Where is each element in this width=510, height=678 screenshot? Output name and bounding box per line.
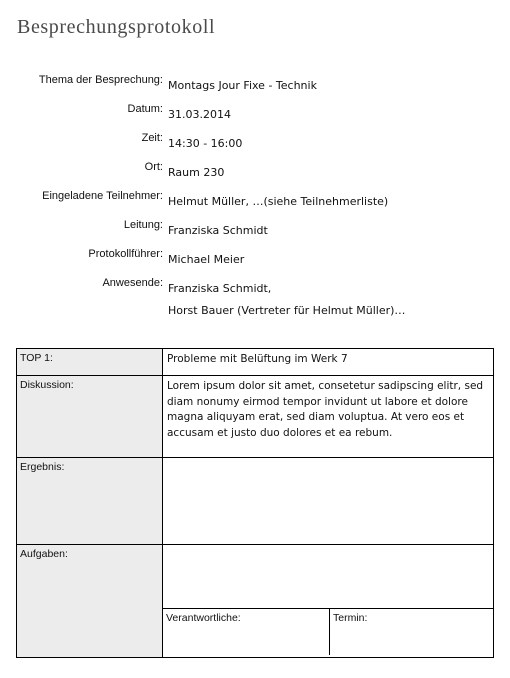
meta-row-topic: [0, 74, 510, 103]
table-row-tasks: [17, 545, 494, 658]
document-title: Besprechungsprotokoll: [17, 16, 216, 38]
table-row-responsibility: [163, 609, 493, 655]
recorder-label: Protokollführer:: [88, 248, 163, 260]
attendees-line-1: Franziska Schmidt,: [168, 282, 272, 295]
responsibility-table: [163, 609, 493, 655]
tasks-label: Aufgaben:: [17, 545, 163, 658]
recorder-value: Michael Meier: [168, 253, 245, 266]
meeting-details: [0, 74, 510, 317]
time-label: Zeit:: [141, 132, 163, 144]
topic-label: Thema der Besprechung:: [38, 74, 163, 86]
attendees-line-2: Horst Bauer (Vertreter für Helmut Müller)…: [168, 304, 406, 317]
agenda-item-table: [16, 348, 494, 658]
deadline-label: Termin:: [333, 612, 368, 624]
meta-row-lead: [0, 219, 510, 248]
location-value: Raum 230: [168, 166, 225, 179]
table-row-discussion: [17, 376, 494, 458]
table-row-result: [17, 458, 494, 545]
invited-label: Eingeladene Teilnehmer:: [42, 190, 163, 202]
location-label: Ort:: [144, 161, 163, 173]
meta-row-attendees: [0, 277, 510, 317]
top-label: TOP 1:: [17, 349, 163, 376]
meta-row-time: [0, 132, 510, 161]
tasks-cell: [163, 545, 494, 658]
meta-row-recorder: [0, 248, 510, 277]
discussion-text: Lorem ipsum dolor sit amet, consetetur sadipscing elitr, sed diam nonumy eirmod tempor invidunt ut labore et dolore magna aliquyam erat, sed diam voluptua. At vero eos et accusam et justo duo dolores et ea rebum.: [163, 376, 494, 458]
result-text: [163, 458, 494, 545]
discussion-label: Diskussion:: [17, 376, 163, 458]
table-row-topic: [17, 349, 494, 376]
invited-value: Helmut Müller, …(siehe Teilnehmerliste): [168, 195, 389, 208]
lead-value: Franziska Schmidt: [168, 224, 268, 237]
meta-row-location: [0, 161, 510, 190]
result-label: Ergebnis:: [17, 458, 163, 545]
meta-row-invited: [0, 190, 510, 219]
meta-row-date: [0, 103, 510, 132]
top-title: Probleme mit Belüftung im Werk 7: [163, 349, 494, 376]
date-value: 31.03.2014: [168, 108, 231, 121]
date-label: Datum:: [127, 103, 163, 115]
time-value: 14:30 - 16:00: [168, 137, 243, 150]
tasks-text: [163, 545, 493, 609]
attendees-value: [168, 278, 405, 322]
responsible-label: Verantwortliche:: [163, 609, 330, 655]
attendees-label: Anwesende:: [102, 277, 163, 289]
topic-value: Montags Jour Fixe - Technik: [168, 79, 317, 92]
lead-label: Leitung:: [123, 219, 163, 231]
